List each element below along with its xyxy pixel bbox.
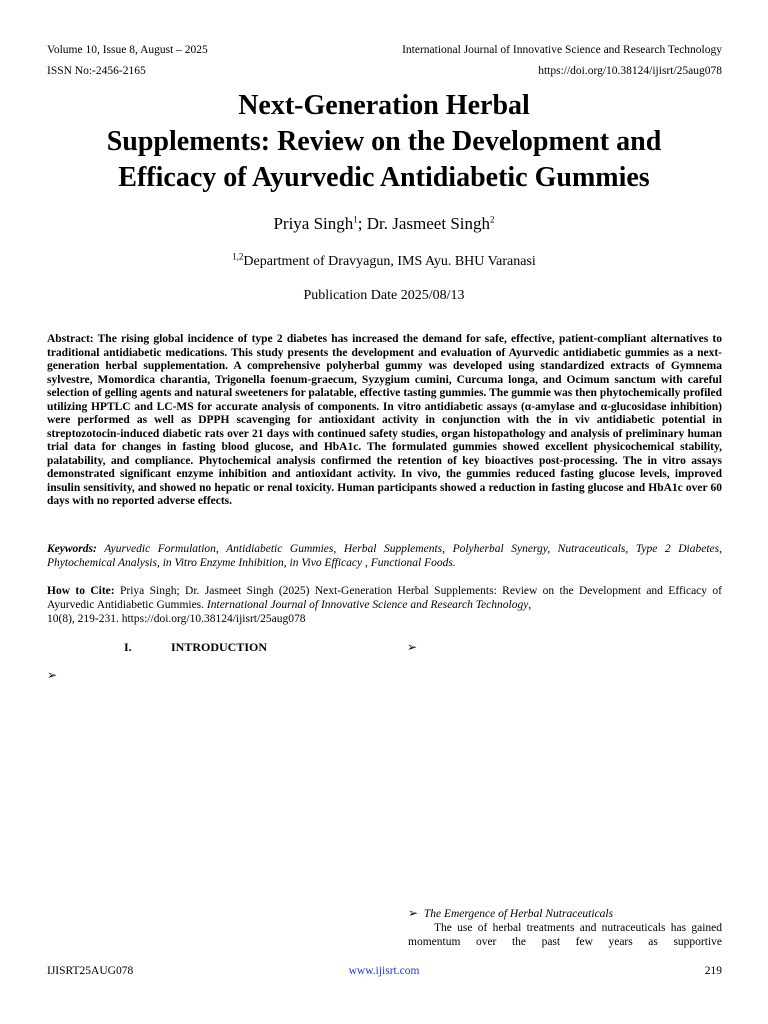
subsection-heading xyxy=(408,906,722,921)
footer-code: IJISRT25AUG078 xyxy=(47,965,134,977)
page-number: 219 xyxy=(704,965,722,977)
keywords xyxy=(47,542,722,570)
cite-label: How to Cite: xyxy=(47,585,115,597)
abstract xyxy=(47,333,722,509)
author-1: Priya Singh xyxy=(273,214,354,233)
doi-link[interactable]: https://doi.org/10.38124/ijisrt/25aug078 xyxy=(538,65,722,77)
title-line-1: Next-Generation Herbal xyxy=(238,90,530,121)
bullet-arrow-icon: ➢ xyxy=(408,906,419,920)
issn: ISSN No:-2456-2165 xyxy=(47,65,146,77)
abstract-text: The rising global incidence of type 2 diabetes has increased the demand for safe, effective, patient-compliant alternatives to traditional antidiabetic medications. This study presents the development and evaluation of Ayurvedic antidiabetic gummies as a next-generation herbal supplementation. A comprehensive polyherbal gummy was developed using standardized extracts of Gymnema sylvestre, Momordica charantia, Trigonella foenum-graecum, Syzygium cumini, Curcuma longa, and Ocimum sanctum with careful selection of gelling agents and natural sweeteners for palatable, effective tasting gummies. The gummie was then phytochemically profiled utilizing HPTLC and LC-MS for accurate analysis of components. In vitro antidiabetic assays (α-amylase and α-glucosidase inhibition) were performed as well as DPPH scavenging for antioxidant activity in conjunction with the in viv antidiabetic potential in streptozotocin-induced diabetic rats over 21 days with continued safety studies, organ histopathology and analysis of preliminary human trial data for changes in fasting blood glucose, and HbA1c. The formulated gummies showed excellent physicochemical stability, palatability, and compliance. Phytochemical analysis confirmed the retention of key bioactives post-processing. The in vitro assays demonstrated significant enzyme inhibition and antioxidant activity. In vivo, the gummies reduced fasting glucose levels, improved insulin sensitivity, and showed no hepatic or renal toxicity. Human participants showed a reduction in fasting glucose and HbA1c over 60 days with no reported adverse effects. xyxy=(47,333,722,507)
subsection-title: The Emergence of Herbal Nutraceuticals xyxy=(423,908,614,920)
journal-name: International Journal of Innovative Science and Research Technology xyxy=(402,44,722,56)
cite-journal: International Journal of Innovative Science and Research Technology xyxy=(206,599,529,611)
cite-reference: 10(8), 219-231. https://doi.org/10.38124/ijisrt/25aug078 xyxy=(47,613,306,625)
keywords-text: Ayurvedic Formulation, Antidiabetic Gummies, Herbal Supplements, Polyherbal Synergy, Nutraceuticals, Type 2 Diabetes, Phytochemical Analysis, in Vitro Enzyme Inhibition, in Vivo Efficacy , Functional Foods. xyxy=(47,543,722,569)
how-to-cite xyxy=(47,584,722,626)
paper-title xyxy=(40,88,728,196)
title-line-3: Efficacy of Ayurvedic Antidiabetic Gummies xyxy=(118,162,650,193)
section-number: I. xyxy=(124,640,132,654)
author-2-affil: 2 xyxy=(490,214,495,225)
subsection-paragraph: The use of herbal treatments and nutraceuticals has gained momentum over the past few years as supportive xyxy=(408,922,722,948)
author-separator: ; xyxy=(357,214,367,233)
volume-info: Volume 10, Issue 8, August – 2025 xyxy=(47,44,208,56)
subsection xyxy=(408,906,722,949)
affiliation-text: Department of Dravyagun, IMS Ayu. BHU Varanasi xyxy=(243,254,536,269)
affiliation-sup: 1,2 xyxy=(232,251,244,262)
keywords-label: Keywords: xyxy=(47,543,97,555)
section-heading: INTRODUCTION xyxy=(171,640,268,654)
authors xyxy=(0,214,768,234)
author-1-affil: 1 xyxy=(353,214,358,225)
author-2: Dr. Jasmeet Singh xyxy=(366,214,491,233)
cite-text: Priya Singh; Dr. Jasmeet Singh (2025) Next-Generation Herbal Supplements: Review on the Development and Efficacy of Ayurvedic Antidiabetic Gummies. xyxy=(47,585,722,611)
title-line-2: Supplements: Review on the Development and xyxy=(106,126,662,157)
footer-site-link[interactable]: www.ijisrt.com xyxy=(348,965,420,977)
bullet-arrow-icon: ➢ xyxy=(407,640,418,654)
abstract-label: Abstract: xyxy=(47,333,94,345)
affiliation xyxy=(0,251,768,270)
cite-tail: , xyxy=(528,599,532,611)
publication-date: Publication Date 2025/08/13 xyxy=(303,288,465,303)
bullet-arrow-icon: ➢ xyxy=(47,668,58,682)
